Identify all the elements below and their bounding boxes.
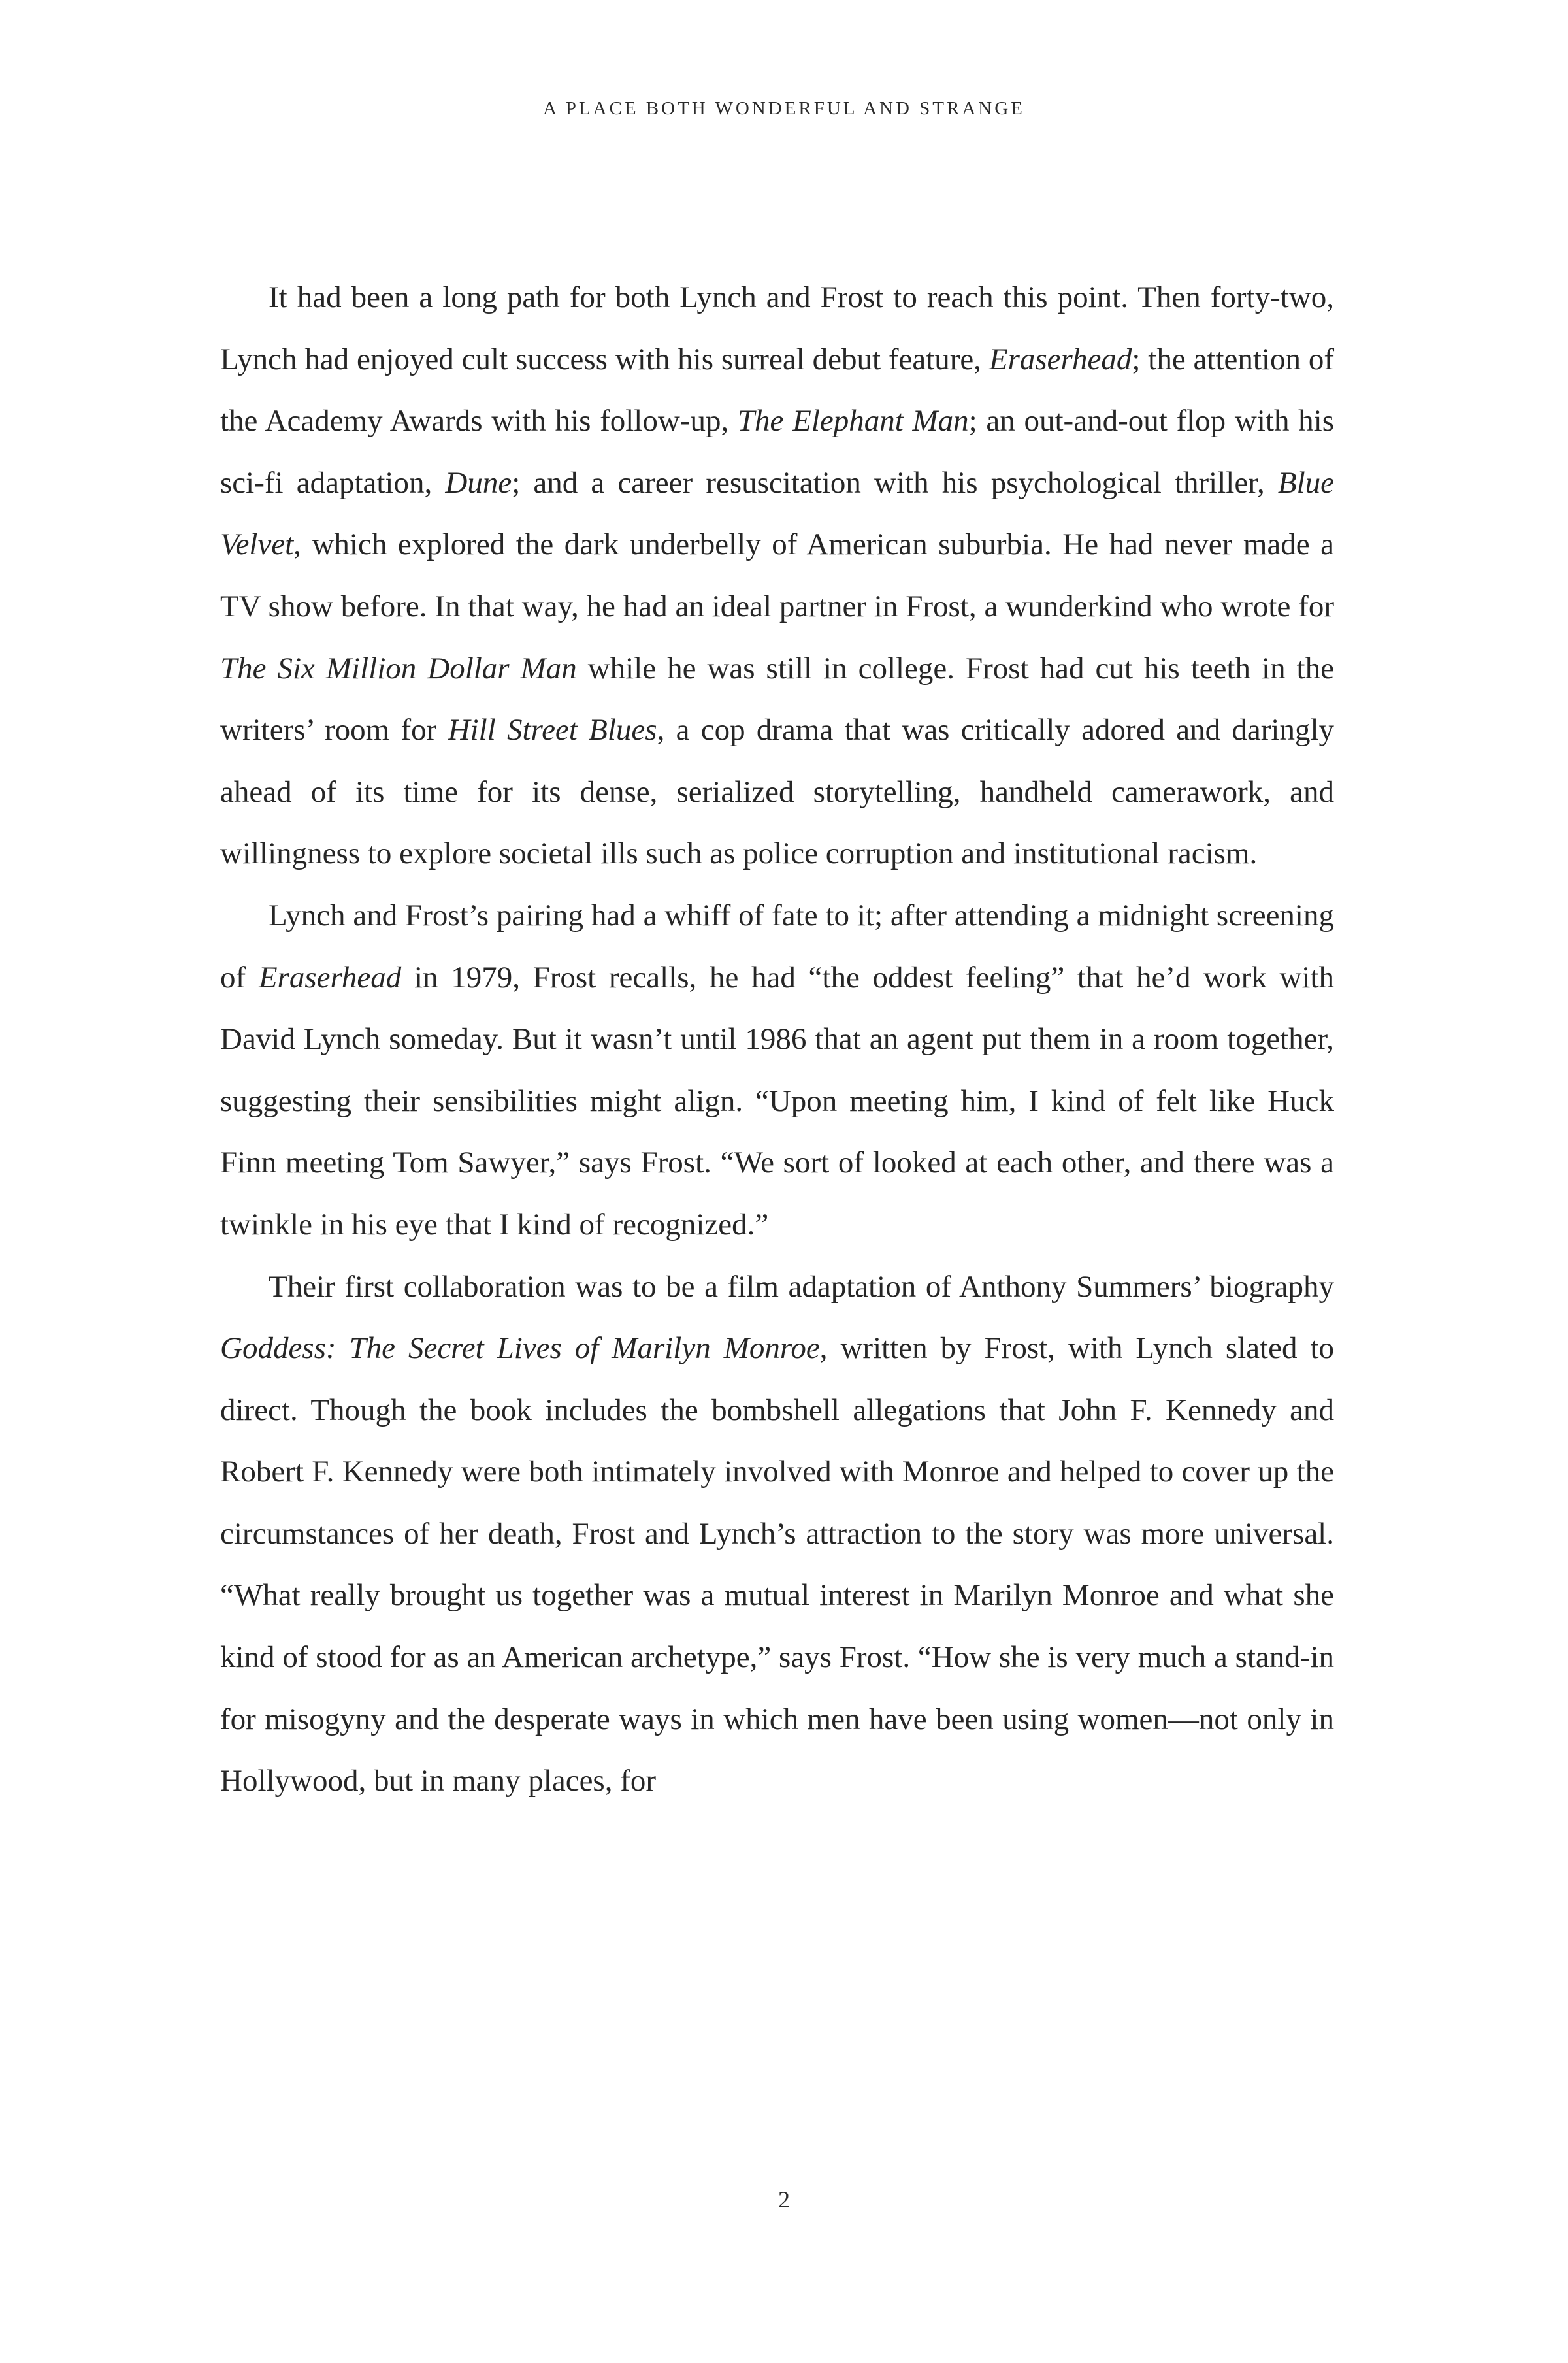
page-number: 2 <box>778 2187 790 2213</box>
text-run: , written by Frost, with Lynch slated to direct. Though the book includes the bombshell allegations that John F. Kennedy and Robert F. Kennedy were both intimately involved with Monroe and helped to cover up the circumstances of her death, Frost and Lynch’s attraction to the story was more universal. “What really brought us together was a mutual interest in Marilyn Monroe and what she kind of stood for as an American archetype,” says Frost. “How she is very much a stand-in for misogyny and the desperate ways in which men have been using women—not only in Hollywood, but in many places, for <box>220 1331 1335 1798</box>
text-run: Lynch and Frost’s pairing had a whiff of fate to it; after attending a midnight screening of <box>220 898 1334 995</box>
text-run: It had been a long path for both Lynch and Frost to reach this point. Then forty-two, Lynch had enjoyed cult success with his surreal debut feature, <box>220 280 1334 376</box>
running-head: A PLACE BOTH WONDERFUL AND STRANGE <box>543 98 1025 119</box>
text-run: , a cop drama that was critically adored and daringly ahead of its time for its dense, serialized storytelling, handheld camerawork, and willingness to explore societal ills such as police corruption and institutional racism. <box>220 713 1335 871</box>
paragraph-3 <box>220 1256 1334 1812</box>
text-run: ; and a career resuscitation with his psychological thriller, <box>512 465 1278 500</box>
italic-title: Hill Street Blues <box>448 713 657 748</box>
body-text <box>220 267 1334 1812</box>
text-run: , which explored the dark underbelly of American suburbia. He had never made a TV show before. In that way, he had an ideal partner in Frost, a wunderkind who wrote for <box>220 527 1334 623</box>
text-run: while he was still in college. Frost had cut his teeth in the writers’ room for <box>220 651 1334 748</box>
text-run: Their first collaboration was to be a film adaptation of Anthony Summers’ biography <box>269 1269 1334 1304</box>
italic-title: Eraserhead <box>258 960 402 995</box>
text-run: ; an out-and-out flop with his sci-fi adaptation, <box>220 404 1334 500</box>
italic-title: Blue Velvet <box>220 465 1335 562</box>
italic-title: Eraserhead <box>988 342 1132 376</box>
paragraph-2 <box>220 885 1334 1256</box>
text-run: ; the attention of the Academy Awards with his follow-up, <box>220 342 1334 438</box>
italic-title: The Elephant Man <box>737 404 969 438</box>
paragraph-1 <box>220 267 1334 885</box>
italic-title: Dune <box>445 465 512 500</box>
italic-title: Goddess: The Secret Lives of Marilyn Monroe <box>220 1331 820 1366</box>
text-run: in 1979, Frost recalls, he had “the oddest feeling” that he’d work with David Lynch someday. But it wasn’t until 1986 that an agent put them in a room together, suggesting their sensibilities might align. “Upon meeting him, I kind of felt like Huck Finn meeting Tom Sawyer,” says Frost. “We sort of looked at each other, and there was a twinkle in his eye that I kind of recognized.” <box>220 960 1334 1242</box>
italic-title: The Six Million Dollar Man <box>220 651 577 686</box>
